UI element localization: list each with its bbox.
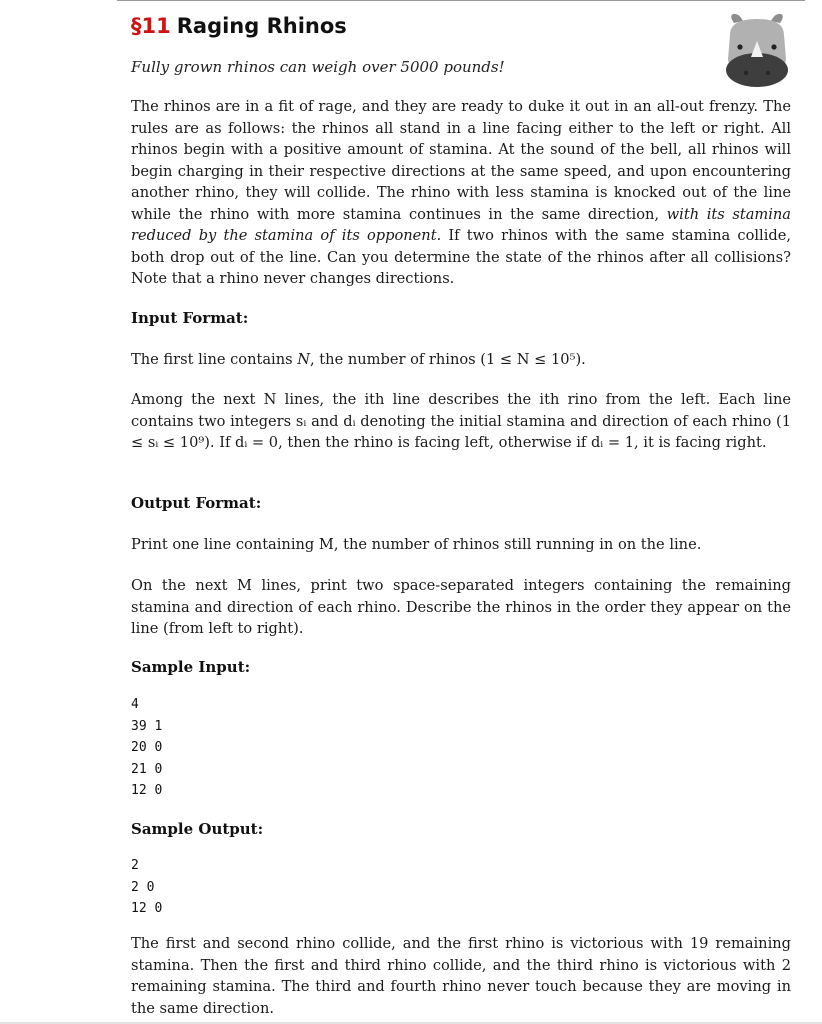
input-line1-constraint: (1 ≤ N ≤ 10⁵) xyxy=(480,351,582,368)
section-subtitle: Fully grown rhinos can weigh over 5000 pounds! xyxy=(131,58,505,76)
sample-output-line: 2 0 xyxy=(131,879,155,895)
input-format-heading: Input Format: xyxy=(131,309,249,327)
sample-input-heading: Sample Input: xyxy=(131,658,251,676)
section-number: §11 xyxy=(131,14,171,38)
input-format-line1 xyxy=(131,349,791,371)
sample-input-line: 4 xyxy=(131,697,139,712)
sample-input-block xyxy=(131,694,162,802)
intro-paragraph xyxy=(131,96,791,290)
input-line1-suffix: . xyxy=(581,351,586,368)
sample-output-line: 2 xyxy=(131,858,139,873)
section-title-text: Raging Rhinos xyxy=(176,14,347,38)
input-line1-var: N xyxy=(297,351,311,368)
intro-emphasis: with its stamina reduced by the stamina of its opponent. xyxy=(131,205,792,244)
output-format-paragraph: On the next M lines, print two space-separated integers containing the remaining stamina and direction of each rhino. Describe the rhinos in the order they appear on the line (from left to right). xyxy=(131,577,791,637)
sample-input-line: 12 0 xyxy=(131,783,163,798)
sample-input-line: 21 0 xyxy=(131,761,163,777)
intro-text-1: The rhinos are in a fit of rage, and they are ready to duke it out in an all-out frenzy. The rules are as follows: the rhinos all stand in a line facing either to the left or right. All rhinos begin with a positive amount of stamina. At the sound of the bell, all rhinos will begin charging in their respective directions at the same speed, and upon encountering another rhino, they will collide. The rhino with less stamina is knocked out of the line while the rhino with more stamina continues in the same direction, xyxy=(131,98,791,223)
input-format-paragraph: Among the next N lines, the ith line describes the ith rino from the left. Each line contains two integers sᵢ and dᵢ denoting the initial stamina and direction of each rhino (1 ≤ sᵢ ≤ 10⁹). If dᵢ = 0, then the rhino is facing left, otherwise if dᵢ = 1, it is facing right. xyxy=(131,391,791,451)
output-format-line1: Print one line containing M, the number of rhinos still running in on the line. xyxy=(131,536,702,553)
sample-output-heading: Sample Output: xyxy=(131,820,264,838)
sample-output-line: 12 0 xyxy=(131,901,163,916)
input-line1-prefix: The first line contains xyxy=(131,351,298,368)
sample-input-line: 39 1 xyxy=(131,718,163,734)
explanation-paragraph: The first and second rhino collide, and the first rhino is victorious with 19 remaining stamina. Then the first and third rhino collide, and the third rhino is victorious with 2 remaining stamina. The third and fourth rhino never touch because they are moving in the same direction. xyxy=(131,935,791,1017)
sample-input-line: 20 0 xyxy=(131,740,163,755)
sample-output-block xyxy=(131,855,162,920)
input-line1-mid: , the number of rhinos xyxy=(310,351,481,368)
section-title xyxy=(131,14,347,38)
top-rule xyxy=(117,0,805,1)
output-format-heading: Output Format: xyxy=(131,494,262,512)
rhino-icon xyxy=(724,13,790,89)
intro-text-2: If two rhinos with the same stamina collide, both drop out of the line. Can you determine the state of the rhinos after all collisions? Note that a rhino never changes directions. xyxy=(131,227,792,287)
